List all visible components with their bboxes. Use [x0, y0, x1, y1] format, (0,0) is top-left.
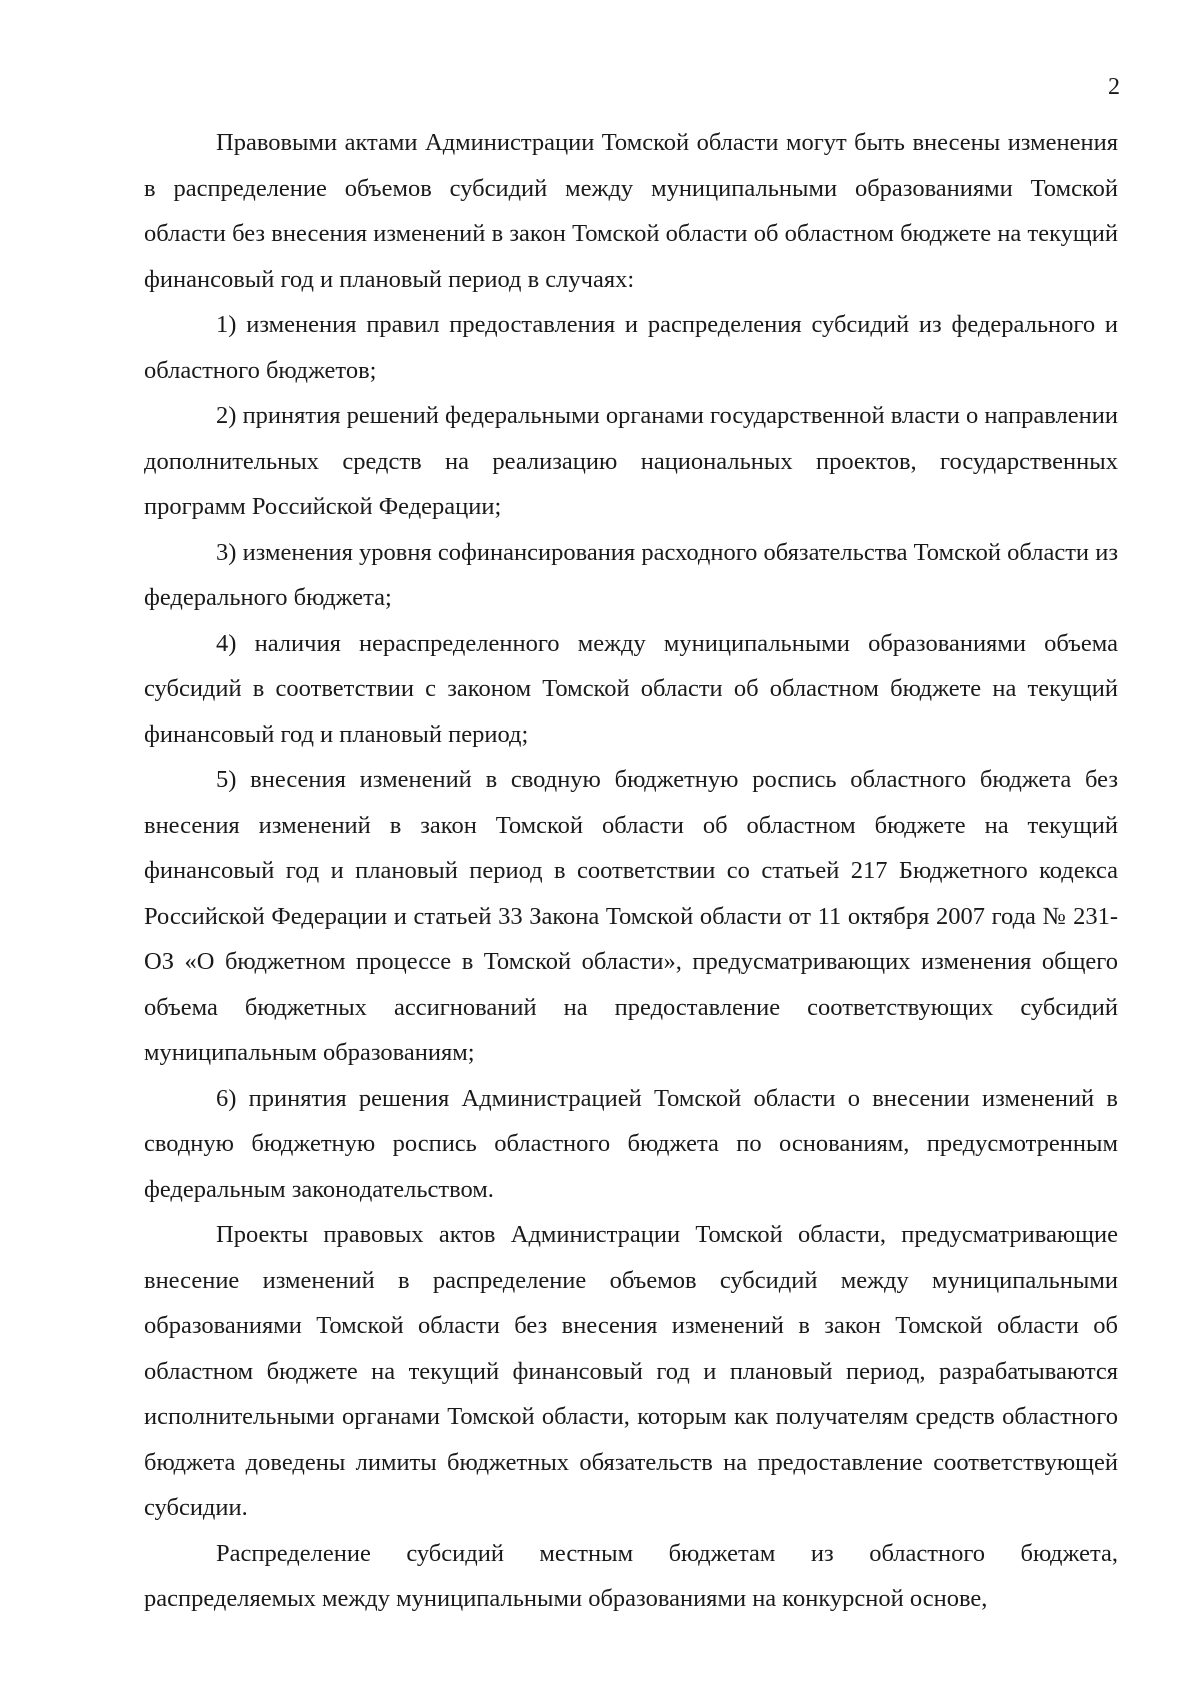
document-body — [144, 120, 1118, 1622]
paragraph-item-3: 3) изменения уровня софинансирования расходного обязательства Томской области из федерального бюджета; — [144, 538, 1118, 611]
paragraph-intro: Правовыми актами Администрации Томской области могут быть внесены изменения в распределение объемов субсидий между муниципальными образованиями Томской области без внесения изменений в закон Томской области об областном бюджете на текущий финансовый год и плановый период в случаях: — [144, 129, 1118, 293]
paragraph-item-5: 5) внесения изменений в сводную бюджетную роспись областного бюджета без внесения изменений в закон Томской области об областном бюджете на текущий финансовый год и плановый период в соответствии со статьей 217 Бюджетного кодекса Российской Федерации и статьей 33 Закона Томской области от 11 октября 2007 года № 231-ОЗ «О бюджетном процессе в Томской области», предусматривающих изменения общего объема бюджетных ассигнований на предоставление соответствующих субсидий муниципальным образованиям; — [144, 766, 1118, 1066]
paragraph-item-2: 2) принятия решений федеральными органами государственной власти о направлении дополнительных средств на реализацию национальных проектов, государственных программ Российской Федерации; — [144, 402, 1118, 520]
paragraph-item-4: 4) наличия нераспределенного между муниципальными образованиями объема субсидий в соответствии с законом Томской области об областном бюджете на текущий финансовый год и плановый период; — [144, 629, 1118, 748]
paragraph-distribution: Распределение субсидий местным бюджетам из областного бюджета, распределяемых между муниципальными образованиями на конкурсной основе, — [144, 1539, 1118, 1612]
page-number: 2 — [1108, 74, 1120, 100]
paragraph-item-1: 1) изменения правил предоставления и распределения субсидий из федерального и областного бюджетов; — [144, 311, 1118, 384]
paragraph-item-6: 6) принятия решения Администрацией Томской области о внесении изменений в сводную бюджетную роспись областного бюджета по основаниям, предусмотренным федеральным законодательством. — [144, 1084, 1118, 1203]
paragraph-drafts: Проекты правовых актов Администрации Томской области, предусматривающие внесение изменений в распределение объемов субсидий между муниципальными образованиями Томской области без внесения изменений в закон Томской области об областном бюджете на текущий финансовый год и плановый период, разрабатываются исполнительными органами Томской области, которым как получателям средств областного бюджета доведены лимиты бюджетных обязательств на предоставление соответствующей субсидии. — [144, 1221, 1118, 1521]
